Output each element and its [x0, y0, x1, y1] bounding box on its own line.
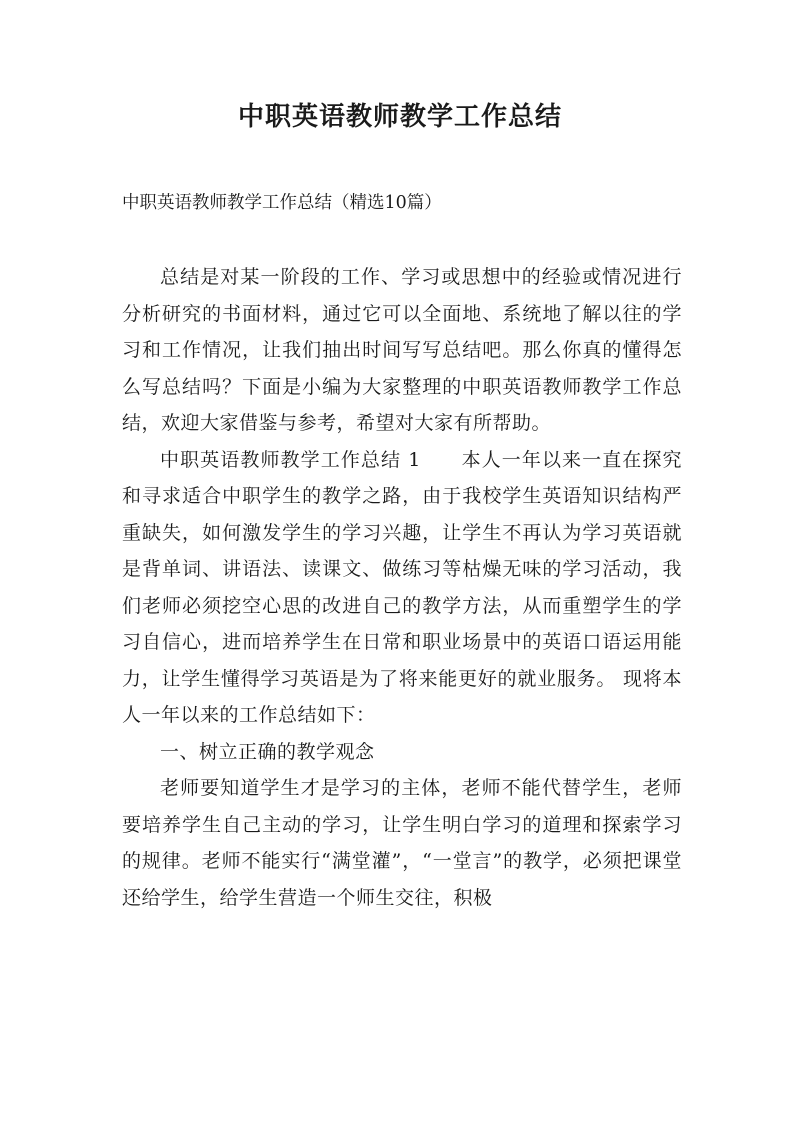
section-heading: 一、树立正确的教学观念: [160, 740, 375, 763]
document-body: [122, 259, 682, 916]
intro-paragraph: 总结是对某一阶段的工作、学习或思想中的经验或情况进行分析研究的书面材料，通过它可以全面地、系统地了解以往的学习和工作情况，让我们抽出时间写写总结吧。那么你真的懂得怎么写总结吗？下面是小编为大家整理的中职英语教师教学工作总结，欢迎大家借鉴与参考，希望对大家有所帮助。: [122, 266, 682, 434]
document-title: 中职英语教师教学工作总结: [237, 102, 562, 132]
document-subtitle: 中职英语教师教学工作总结（精选10篇）: [122, 193, 442, 213]
section-paragraph: 老师要知道学生才是学习的主体，老师不能代替学生，老师要培养学生自己主动的学习，让学生明白学习的道理和探索学习的规律。老师不能实行“满堂灌”，“一堂言”的教学，必须把课堂还给学生，给学生营造一个师生交往，积极: [122, 777, 682, 909]
summary-1-paragraph: 中职英语教师教学工作总结 1 本人一年以来一直在探究和寻求适合中职学生的教学之路，由于我校学生英语知识结构严重缺失，如何激发学生的学习兴趣，让学生不再认为学习英语就是背单词、讲语法、读课文、做练习等枯燥无味的学习活动，我们老师必须挖空心思的改进自己的教学方法，从而重塑学生的学习自信心，进而培养学生在日常和职业场景中的英语口语运用能力，让学生懂得学习英语是为了将来能更好的就业服务。 现将本人一年以来的工作总结如下：: [122, 448, 682, 726]
